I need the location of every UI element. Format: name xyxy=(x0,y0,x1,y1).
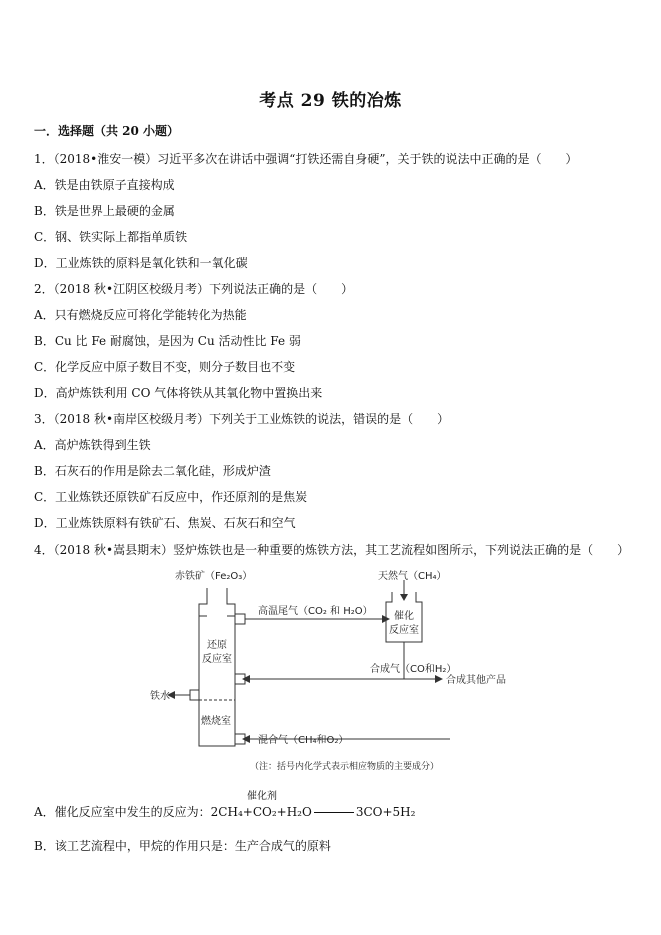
q2-option-a: A．只有燃烧反应可将化学能转化为热能 xyxy=(34,308,247,322)
section-heading: 一．选择题（共 20 小题） xyxy=(34,124,180,138)
page-title: 考点 29 铁的冶炼 xyxy=(259,91,402,111)
label-other-products: 合成其他产品 xyxy=(446,675,506,686)
q4-option-b: B．该工艺流程中，甲烷的作用只是：生产合成气的原料 xyxy=(34,839,331,853)
label-hot-tail-gas: 高温尾气（CO₂ 和 H₂O） xyxy=(258,606,373,617)
q3-option-b: B．石灰石的作用是除去二氧化硅，形成炉渣 xyxy=(34,464,271,478)
label-molten-iron: 铁水 xyxy=(150,691,170,702)
process-flow-diagram xyxy=(150,566,530,781)
q4-option-a xyxy=(34,803,415,820)
label-natural-gas: 天然气（CH₄） xyxy=(378,571,447,582)
q4-option-a-prefix: A．催化反应室中发生的反应为： xyxy=(34,805,211,819)
catalyst-label: 催化剂 xyxy=(247,791,277,802)
q1-option-c: C．钢、铁实际上都指单质铁 xyxy=(34,230,188,244)
label-reduction-room-2: 反应室 xyxy=(202,654,232,665)
q1-option-b: B．铁是世界上最硬的金属 xyxy=(34,204,175,218)
label-ore: 赤铁矿（Fe₂O₃） xyxy=(175,571,253,582)
label-catalytic-room-2: 反应室 xyxy=(389,625,419,636)
q3-option-a: A．高炉炼铁得到生铁 xyxy=(34,438,151,452)
reaction-arrow-line xyxy=(314,812,354,813)
question-4: 4．（2018 秋•嵩县期末）竖炉炼铁也是一种重要的炼铁方法，其工艺流程如图所示，下列说法正确的是（ ） xyxy=(34,543,630,557)
q4-option-a-formula-left: 2CH₄+CO₂+H₂O xyxy=(210,805,312,819)
q4-option-a-formula-right: 3CO+5H₂ xyxy=(355,805,416,819)
label-syngas: 合成气（CO和H₂） xyxy=(370,664,457,675)
question-2: 2．（2018 秋•江阴区校级月考）下列说法正确的是（ ） xyxy=(34,282,354,296)
q2-option-c: C．化学反应中原子数目不变，则分子数目也不变 xyxy=(34,360,296,374)
label-reduction-room-1: 还原 xyxy=(207,640,227,651)
q2-option-d: D．高炉炼铁利用 CO 气体将铁从其氧化物中置换出来 xyxy=(34,386,323,400)
q3-option-c: C．工业炼铁还原铁矿石反应中，作还原剂的是焦炭 xyxy=(34,490,308,504)
q1-option-a: A．铁是由铁原子直接构成 xyxy=(34,178,175,192)
q3-option-d: D．工业炼铁原料有铁矿石、焦炭、石灰石和空气 xyxy=(34,516,296,530)
diagram-note: （注：括号内化学式表示相应物质的主要成分） xyxy=(250,762,440,772)
label-combustion-room: 燃烧室 xyxy=(201,716,231,727)
label-catalytic-room-1: 催化 xyxy=(394,611,414,622)
question-3: 3．（2018 秋•南岸区校级月考）下列关于工业炼铁的说法，错误的是（ ） xyxy=(34,412,450,426)
q1-option-d: D．工业炼铁的原料是氧化铁和一氧化碳 xyxy=(34,256,248,270)
question-1: 1．（2018•淮安一模）习近平多次在讲话中强调“打铁还需自身硬”，关于铁的说法中正确的是（ ） xyxy=(34,152,578,166)
q2-option-b: B．Cu 比 Fe 耐腐蚀，是因为 Cu 活动性比 Fe 弱 xyxy=(34,334,301,348)
label-mixed-gas: 混合气（CH₄和O₂） xyxy=(258,735,349,746)
